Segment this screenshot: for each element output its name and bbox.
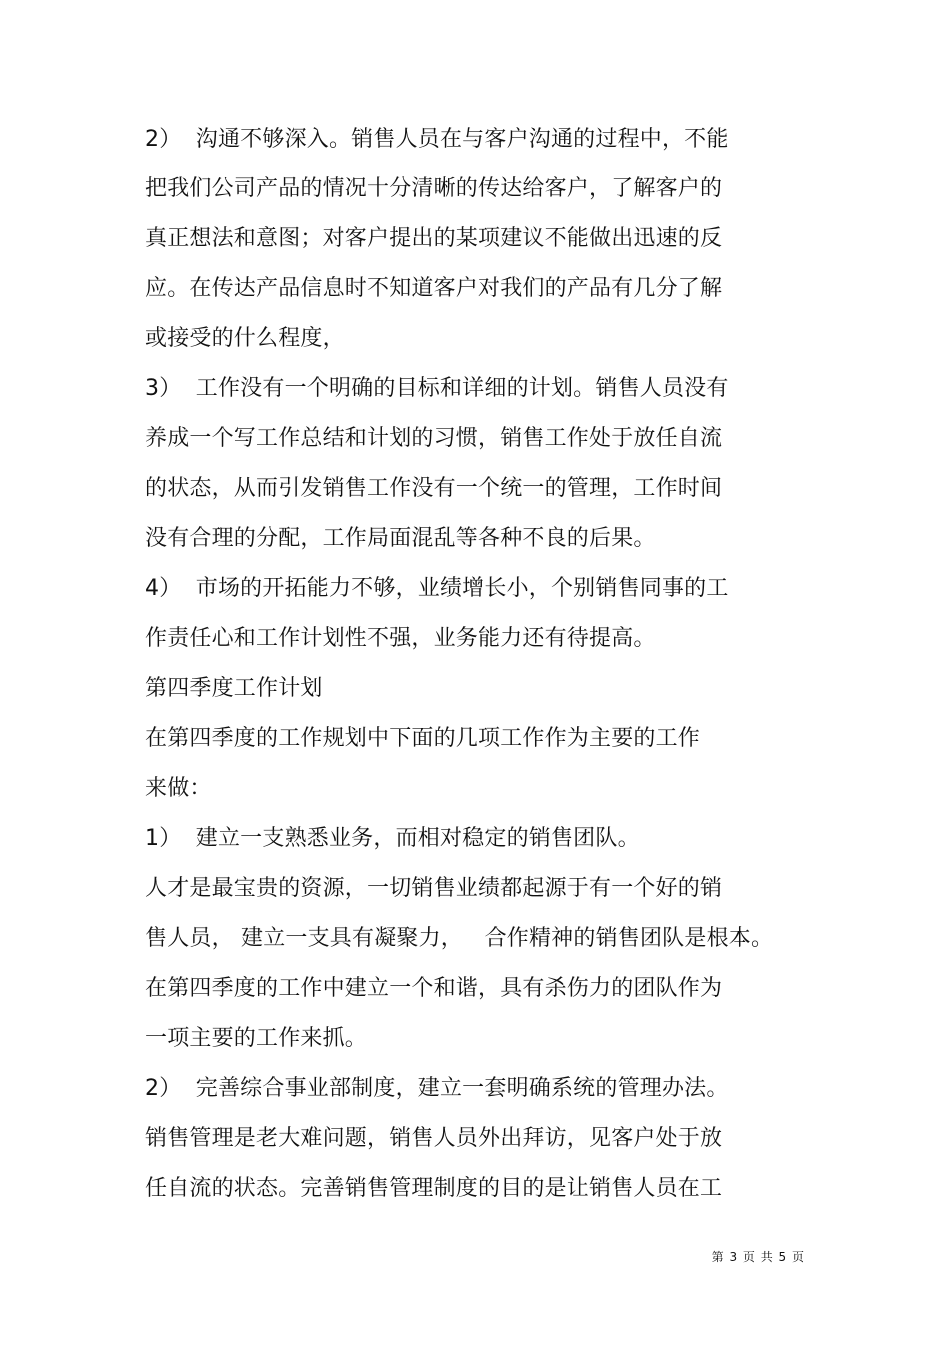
text-line: 作责任心和工作计划性不强，业务能力还有待提高。 — [145, 626, 656, 651]
text-line: 养成一个写工作总结和计划的习惯，销售工作处于放任自流 — [145, 426, 723, 451]
text-line: 应。在传达产品信息时不知道客户对我们的产品有几分了解 — [145, 276, 723, 301]
page-footer: 第 3 页 共 5 页 — [711, 1250, 805, 1264]
text-line: 或接受的什么程度， — [145, 326, 345, 351]
text-line: 真正想法和意图；对客户提出的某项建议不能做出迅速的反 — [145, 226, 723, 251]
text-line: 销售管理是老大难问题，销售人员外出拜访，见客户处于放 — [145, 1126, 723, 1151]
section-heading: 第四季度工作计划 — [145, 676, 323, 701]
text-line: 一项主要的工作来抓。 — [145, 1026, 368, 1051]
text-line: 售人员， 建立一支具有凝聚力， 合作精神的销售团队是根本。 — [145, 926, 774, 951]
text-line: 在第四季度的工作规划中下面的几项工作作为主要的工作 — [145, 726, 701, 751]
text-line: 1） 建立一支熟悉业务，而相对稳定的销售团队。 — [145, 826, 640, 851]
text-line: 把我们公司产品的情况十分清晰的传达给客户，了解客户的 — [145, 176, 723, 201]
text-line: 没有合理的分配，工作局面混乱等各种不良的后果。 — [145, 526, 656, 551]
text-line: 2） 沟通不够深入。销售人员在与客户沟通的过程中，不能 — [145, 127, 729, 152]
text-line: 的状态，从而引发销售工作没有一个统一的管理，工作时间 — [145, 476, 723, 501]
text-line: 3） 工作没有一个明确的目标和详细的计划。销售人员没有 — [145, 376, 729, 401]
text-line: 人才是最宝贵的资源，一切销售业绩都起源于有一个好的销 — [145, 876, 723, 901]
text-line: 4） 市场的开拓能力不够，业绩增长小，个别销售同事的工 — [145, 576, 729, 601]
text-line: 任自流的状态。完善销售管理制度的目的是让销售人员在工 — [145, 1176, 723, 1201]
text-line: 2） 完善综合事业部制度，建立一套明确系统的管理办法。 — [145, 1076, 729, 1101]
text-line: 来做： — [145, 776, 212, 801]
text-line: 在第四季度的工作中建立一个和谐，具有杀伤力的团队作为 — [145, 976, 723, 1001]
